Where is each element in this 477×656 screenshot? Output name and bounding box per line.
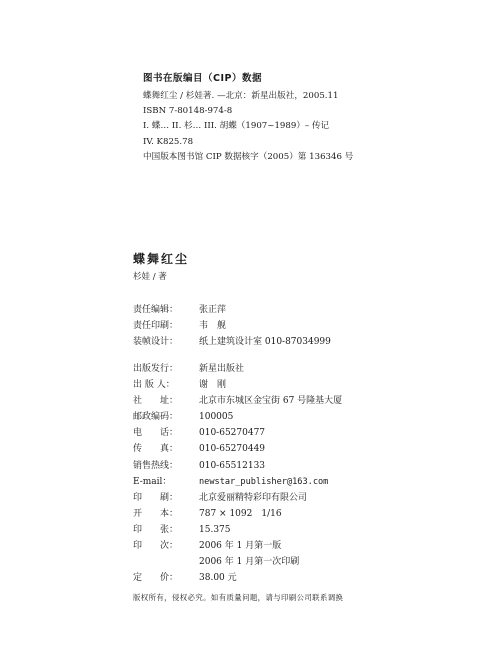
publication-details	[133, 361, 342, 586]
book-title: 蝶舞红尘	[133, 252, 190, 266]
pub-row-printer	[133, 490, 342, 506]
row-label: 责任印刷：	[133, 321, 179, 332]
row-value: 38.00 元	[199, 573, 237, 584]
row-value: 北京爱丽精特彩印有限公司	[199, 492, 308, 503]
cip-line-subjects: I. 蝶… II. 杉… III. 胡蝶（1907~1989）– 传记	[143, 121, 330, 132]
cip-header: 图书在版编目（CIP）数据	[143, 73, 262, 84]
row-label: 社 址：	[133, 396, 179, 407]
cip-line-title: 蝶舞红尘 / 杉娃著. —北京：新星出版社，2005.11	[143, 91, 339, 101]
pub-row-publisher-person	[133, 377, 342, 393]
row-value: 张正萍	[199, 305, 227, 315]
cip-line-classification: IV. K825.78	[143, 136, 194, 147]
row-value: 787 × 1092 1/16	[199, 508, 282, 519]
row-value: 纸上建筑设计室 010-87034999	[199, 337, 331, 348]
row-value: 新星出版社	[199, 364, 245, 374]
row-label: 责任编辑：	[133, 305, 179, 315]
row-label: E-mail：	[133, 476, 172, 487]
row-label: 印 次：	[133, 541, 179, 552]
pub-row-printing	[133, 554, 342, 570]
row-value: newstar_publisher@163.com	[199, 476, 329, 487]
row-label: 开 本：	[133, 508, 179, 519]
row-value: 韦 舰	[199, 321, 227, 332]
pub-row-sheets	[133, 522, 342, 538]
cip-line-isbn: ISBN 7-80148-974-8	[143, 106, 233, 117]
copyright-notice: 版权所有，侵权必究。如有质量问题，请与印刷公司联系调换	[133, 593, 344, 602]
pub-row-edition	[133, 538, 342, 554]
pub-row-phone	[133, 425, 342, 441]
row-label: 出版发行：	[133, 364, 179, 374]
row-label: 定 价：	[133, 573, 179, 584]
row-label	[133, 554, 199, 570]
staff-row-editor	[133, 302, 331, 318]
row-value: 2006 年 1 月第一版	[199, 541, 282, 552]
row-label: 邮政编码：	[133, 412, 179, 423]
row-value: 谢 刚	[199, 380, 227, 391]
pub-row-address	[133, 393, 342, 409]
pub-row-publisher	[133, 361, 342, 377]
pub-row-sales-hotline	[133, 458, 342, 474]
row-label: 销售热线：	[133, 460, 179, 471]
row-label: 电 话：	[133, 428, 179, 439]
cip-line-record-number: 中国版本图书馆 CIP 数据核字（2005）第 136346 号	[143, 151, 354, 162]
row-value: 100005	[199, 412, 234, 423]
staff-row-design	[133, 334, 331, 350]
pub-row-price	[133, 570, 342, 586]
book-author: 杉娃 / 著	[133, 272, 167, 282]
pub-row-fax	[133, 441, 342, 457]
row-label: 印 刷：	[133, 492, 179, 503]
row-label: 传 真：	[133, 444, 179, 455]
pub-row-email	[133, 474, 342, 490]
row-value: 北京市东城区金宝街 67 号隆基大厦	[199, 396, 343, 407]
staff-credits	[133, 302, 331, 350]
row-label: 出 版 人：	[133, 380, 175, 391]
pub-row-postcode	[133, 409, 342, 425]
row-value: 15.375	[199, 524, 231, 535]
pub-row-format	[133, 506, 342, 522]
row-label: 装帧设计：	[133, 337, 179, 348]
row-value: 010-65270477	[199, 428, 266, 439]
row-value: 010-65512133	[199, 460, 266, 471]
row-value: 2006 年 1 月第一次印刷	[199, 557, 300, 568]
row-value: 010-65270449	[199, 444, 266, 455]
cip-record	[143, 89, 353, 165]
staff-row-printing	[133, 318, 331, 334]
row-label: 印 张：	[133, 524, 179, 535]
